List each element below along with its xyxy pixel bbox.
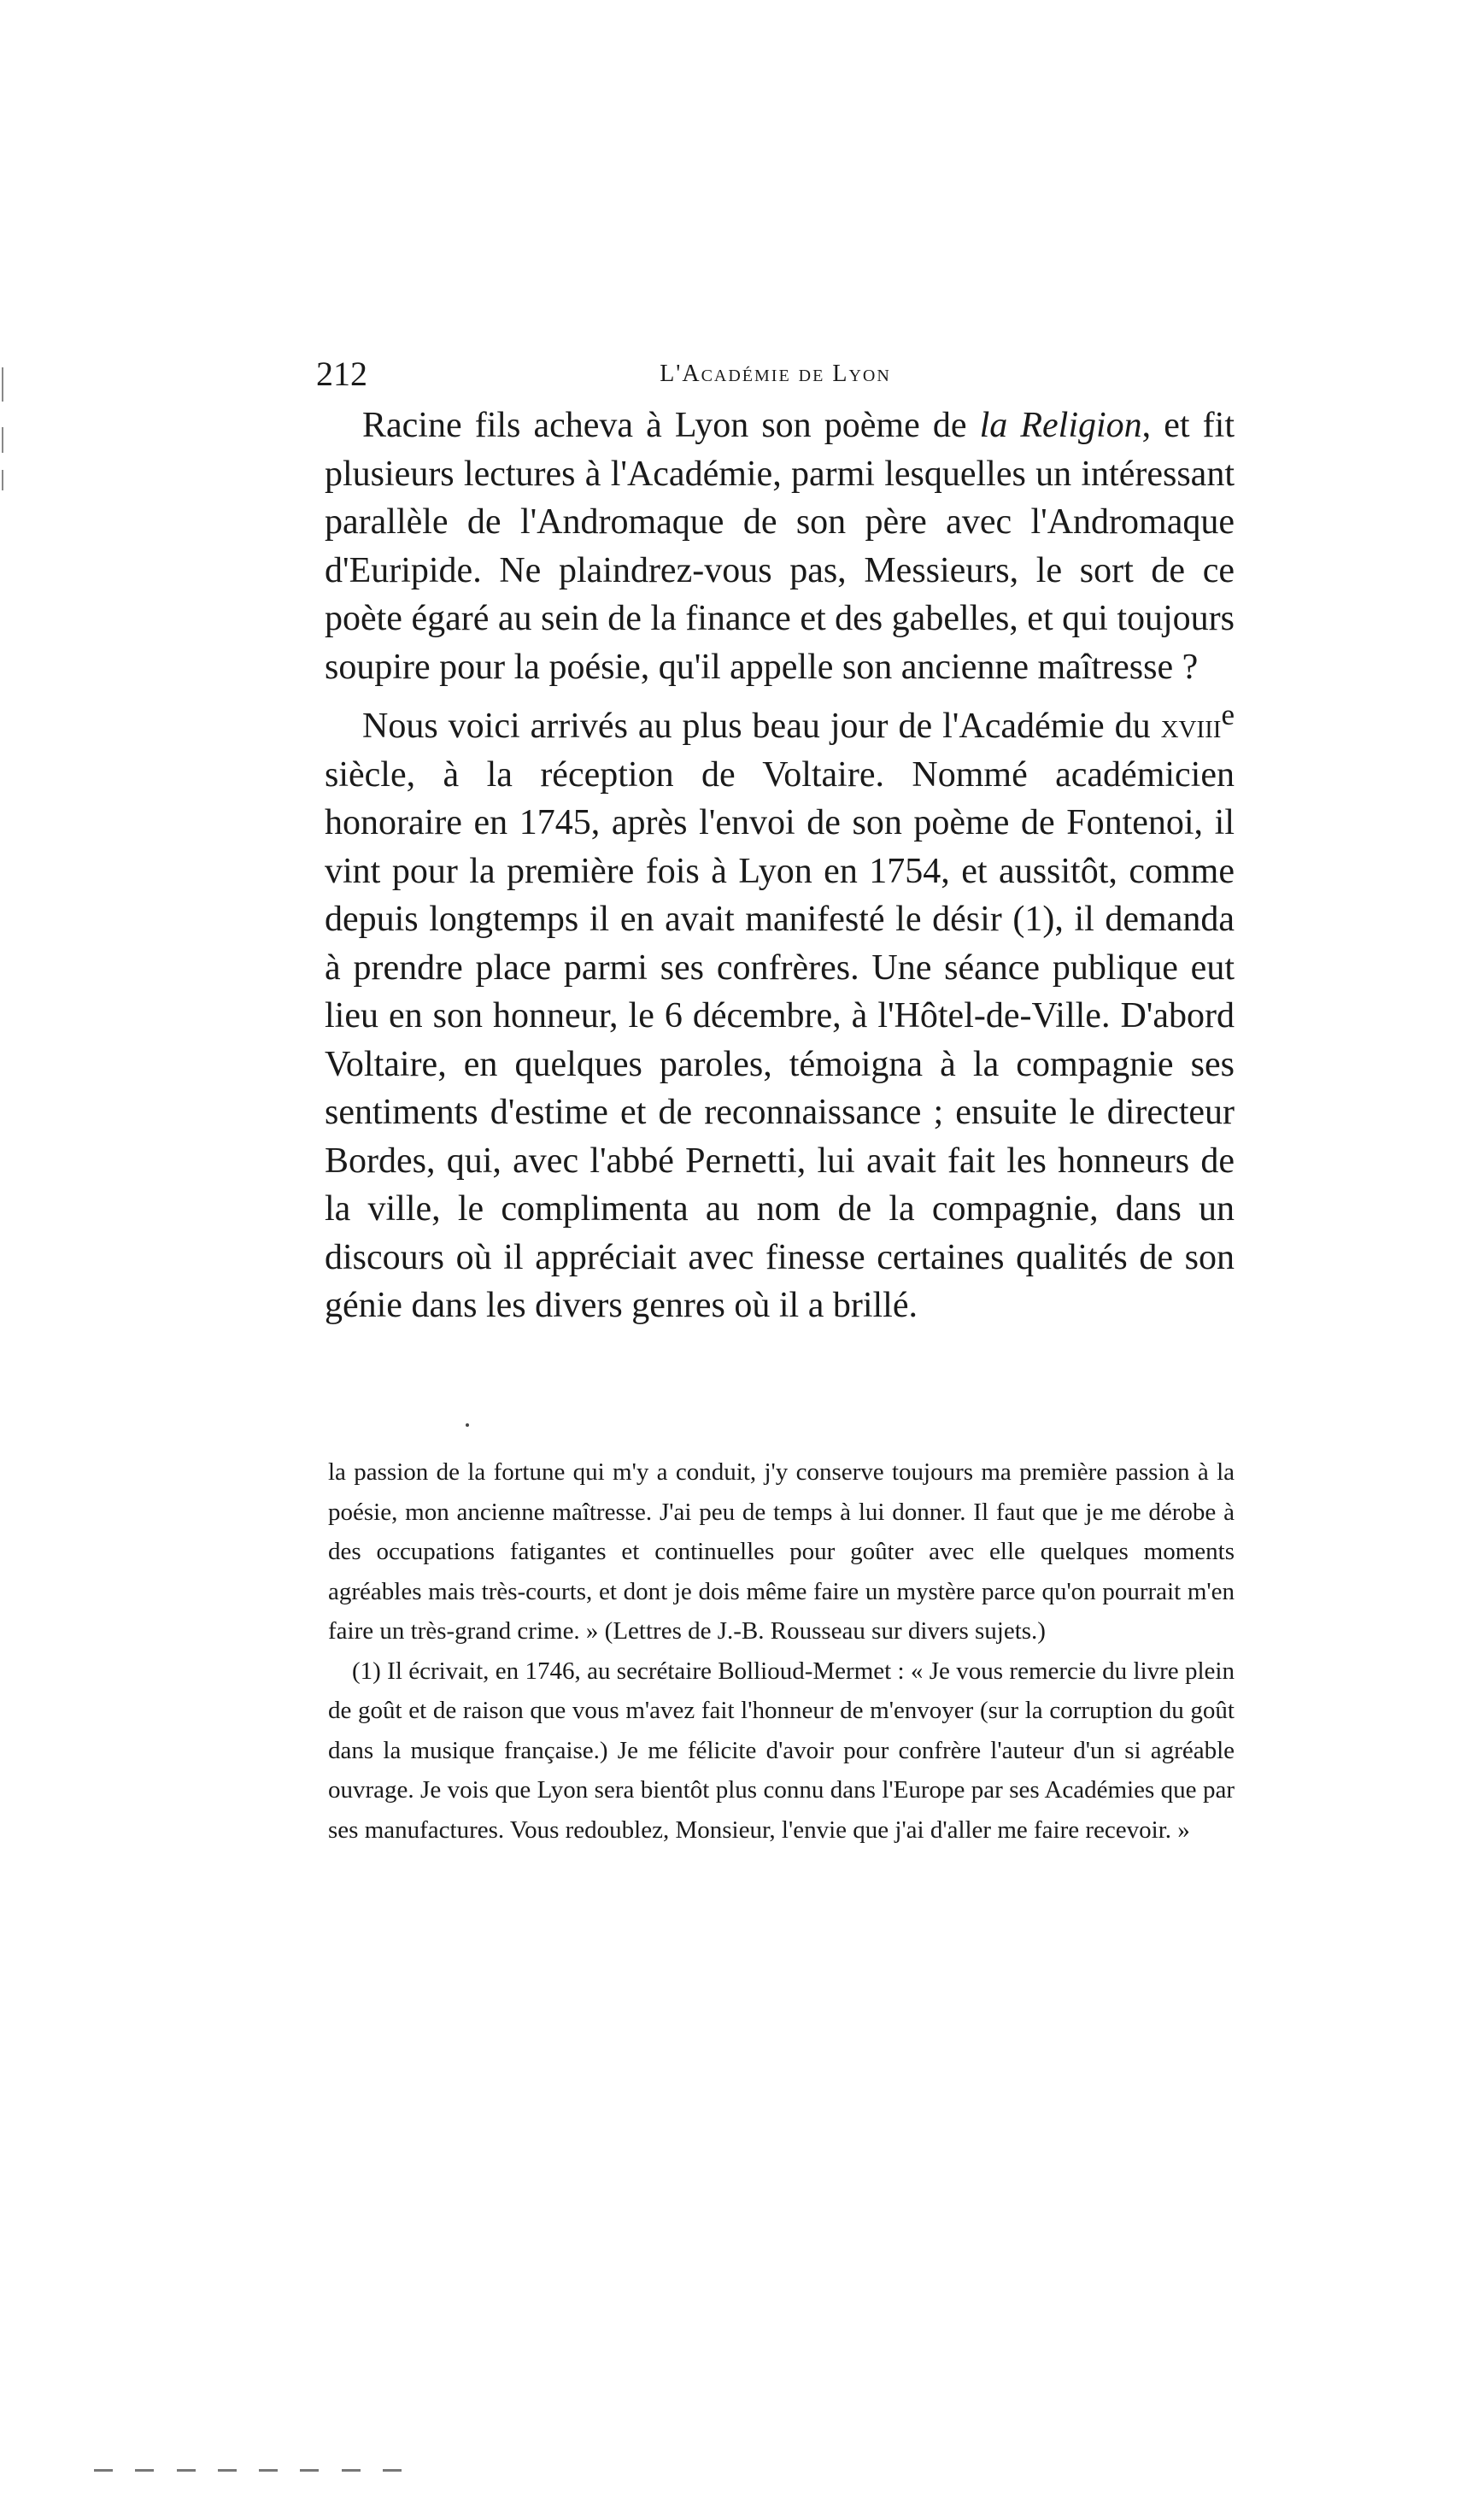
- century-numeral: xviii: [1160, 707, 1222, 746]
- main-text: [325, 402, 1235, 1330]
- page-header: [316, 349, 1235, 400]
- page-number: 212: [316, 355, 367, 393]
- paragraph-racine-rest: , et fit plusieurs lectures à l'Académie, parmi lesquelles un intéressant parallèle de l'Andromaque de son père avec l'Andromaque d'Euripide. Ne plaindrez-vous pas, Messieurs, le sort de ce poète égaré au sein de la finance et des gabelles, et qui toujours soupire pour la poésie, qu'il appelle son ancienne maîtresse ?: [325, 406, 1235, 687]
- page-edge-marks: [0, 367, 10, 504]
- paragraph-voltaire: [325, 691, 1235, 1330]
- poem-title: la Religion: [979, 406, 1142, 445]
- paragraph-racine-start: Racine fils acheva à Lyon son poème de: [362, 406, 980, 445]
- century-superscript: e: [1221, 698, 1235, 731]
- paragraph-voltaire-start: Nous voici arrivés au plus beau jour de l'Académie du: [362, 707, 1161, 746]
- footnote-1: (1) Il écrivait, en 1746, au secrétaire Bollioud-Mermet : « Je vous remercie du livre plein de goût et de raison que vous m'avez fait l'honneur de m'envoyer (sur la corruption du goût dans la musique française.) Je me félicite d'avoir pour confrère l'auteur d'un si agréable ouvrage. Je vois que Lyon sera bientôt plus connu dans l'Europe par ses Académies que par ses manufactures. Vous redoublez, Monsieur, l'envie que j'ai d'aller me faire recevoir. »: [328, 1657, 1235, 1844]
- paragraph-racine: [325, 402, 1235, 691]
- footnotes: [328, 1452, 1235, 1850]
- running-title: L'Académie de Lyon: [660, 361, 891, 387]
- footnote-continued: la passion de la fortune qui m'y a conduit, j'y conserve toujours ma première passion à la poésie, mon ancienne maîtresse. J'ai peu de temps à lui donner. Il faut que je me dérobe à des occupations fatigantes et continuelles pour goûter avec elle quelques moments agréables mais très-courts, et dont je dois même faire un mystère parce qu'on pourrait m'en faire un très-grand crime. » (Lettres de J.-B. Rousseau sur divers sujets.): [328, 1458, 1235, 1645]
- bottom-edge-marks: [94, 2469, 402, 2472]
- stray-dot: [466, 1423, 469, 1427]
- paragraph-voltaire-rest: siècle, à la réception de Voltaire. Nommé académicien honoraire en 1745, après l'envoi de son poème de Fontenoi, il vint pour la première fois à Lyon en 1754, et aussitôt, comme depuis longtemps il en avait manifesté le désir (1), il demanda à prendre place parmi ses confrères. Une séance publique eut lieu en son honneur, le 6 décembre, à l'Hôtel-de-Ville. D'abord Voltaire, en quelques paroles, témoigna à la compagnie ses sentiments d'estime et de reconnaissance ; ensuite le directeur Bordes, qui, avec l'abbé Pernetti, lui avait fait les honneurs de la ville, le complimenta au nom de la compagnie, dans un discours où il appréciait avec finesse certaines qualités de son génie dans les divers genres où il a brillé.: [325, 754, 1235, 1325]
